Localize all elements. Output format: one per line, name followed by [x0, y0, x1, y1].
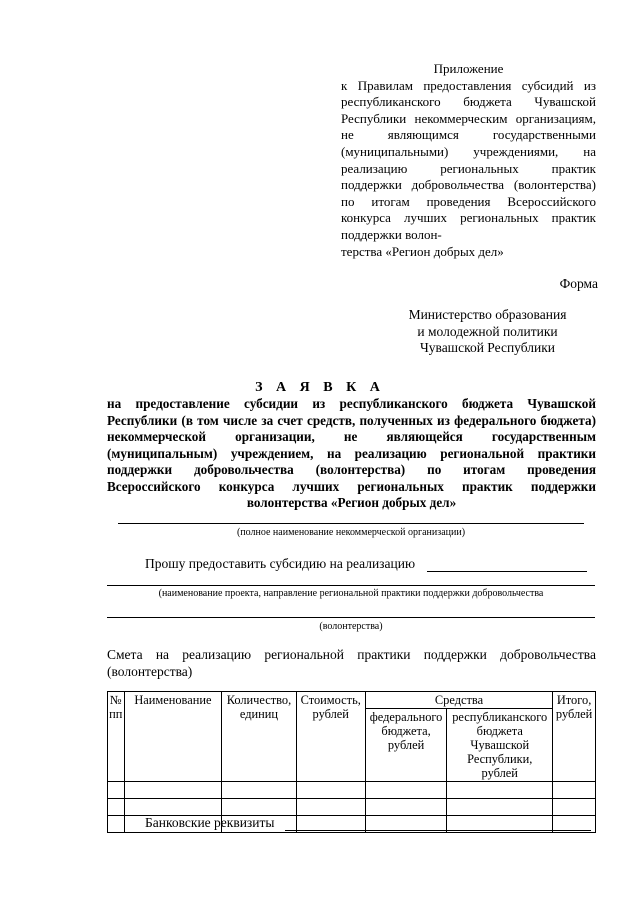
- ministry-line-3: Чувашской Республики: [419, 340, 556, 355]
- form-label: Форма: [559, 276, 598, 291]
- table-cell[interactable]: [447, 799, 553, 816]
- appendix-body-last: терства «Регион добрых дел»: [341, 243, 504, 259]
- project-caption: (наименование проекта, направление региональной практики поддержки добровольчества: [158, 588, 544, 599]
- table-row: [108, 799, 596, 816]
- header-name: Наименование: [124, 692, 222, 782]
- ministry-addressee: [385, 307, 590, 357]
- appendix-body-text: к Правилам предоставления субсидий из республиканского бюджета Чувашской Республики некоммерческим организациям, не являющимся государственными (муниципальными) учреждениями, на реализацию региональных практик поддержки добровольчества (волонтерства) по итогам проведения Всероссийского конкурса лучших региональных практик поддержки волон-: [341, 77, 596, 242]
- table-cell[interactable]: [447, 782, 553, 799]
- application-title: З А Я В К А: [255, 380, 385, 395]
- project-field-line[interactable]: [107, 585, 595, 586]
- table-cell[interactable]: [124, 782, 222, 799]
- ministry-line-1: Министерство образования: [408, 307, 567, 322]
- table-header-row: [108, 692, 596, 709]
- appendix-header: [341, 61, 596, 260]
- table-cell[interactable]: [124, 799, 222, 816]
- header-total: Итого, рублей: [553, 692, 596, 782]
- table-cell[interactable]: [222, 782, 296, 799]
- header-cost: Стоимость, рублей: [296, 692, 365, 782]
- table-row: [108, 782, 596, 799]
- table-cell[interactable]: [553, 799, 596, 816]
- header-federal: федерального бюджета, рублей: [365, 709, 446, 782]
- ministry-line-2: и молодежной политики: [417, 323, 558, 339]
- org-name-field[interactable]: [118, 523, 584, 524]
- table-cell[interactable]: [296, 782, 365, 799]
- request-text: Прошу предоставить субсидию на реализацию: [145, 556, 416, 571]
- header-num: № пп: [108, 692, 125, 782]
- header-funds: Средства: [365, 692, 552, 709]
- appendix-body: [341, 78, 596, 261]
- bank-field[interactable]: [285, 830, 591, 831]
- project-field-inline[interactable]: [427, 571, 587, 572]
- table-cell[interactable]: [365, 799, 446, 816]
- appendix-title: Приложение: [433, 61, 504, 76]
- table-cell[interactable]: [108, 799, 125, 816]
- estimate-table: [107, 691, 596, 833]
- table-cell[interactable]: [365, 782, 446, 799]
- application-subtitle: на предоставление субсидии из республиканского бюджета Чувашской Республики (в том числе за счет средств, полученных из федерального бюджета) некоммерческой организации, не являющейся государственным (муниципальным) учреждением, на реализацию региональной практики поддержки добровольчества (волонтерства) по итогам проведения Всероссийского конкурса лучших региональных практик поддержки волонтерства «Регион добрых дел»: [107, 396, 596, 510]
- table-cell[interactable]: [296, 799, 365, 816]
- table-cell[interactable]: [108, 816, 125, 833]
- table-cell[interactable]: [222, 799, 296, 816]
- project-caption-2: (волонтерства): [319, 621, 383, 632]
- estimate-title: Смета на реализацию региональной практики поддержки добровольчества (волонтерства): [107, 647, 596, 679]
- table-cell[interactable]: [108, 782, 125, 799]
- header-republic: республиканского бюджета Чувашской Республики, рублей: [447, 709, 553, 782]
- table-cell[interactable]: [553, 782, 596, 799]
- header-qty: Количество, единиц: [222, 692, 296, 782]
- project-field-line-2[interactable]: [107, 617, 595, 618]
- bank-label: Банковские реквизиты: [145, 815, 275, 830]
- org-name-caption: (полное наименование некоммерческой организации): [236, 527, 466, 538]
